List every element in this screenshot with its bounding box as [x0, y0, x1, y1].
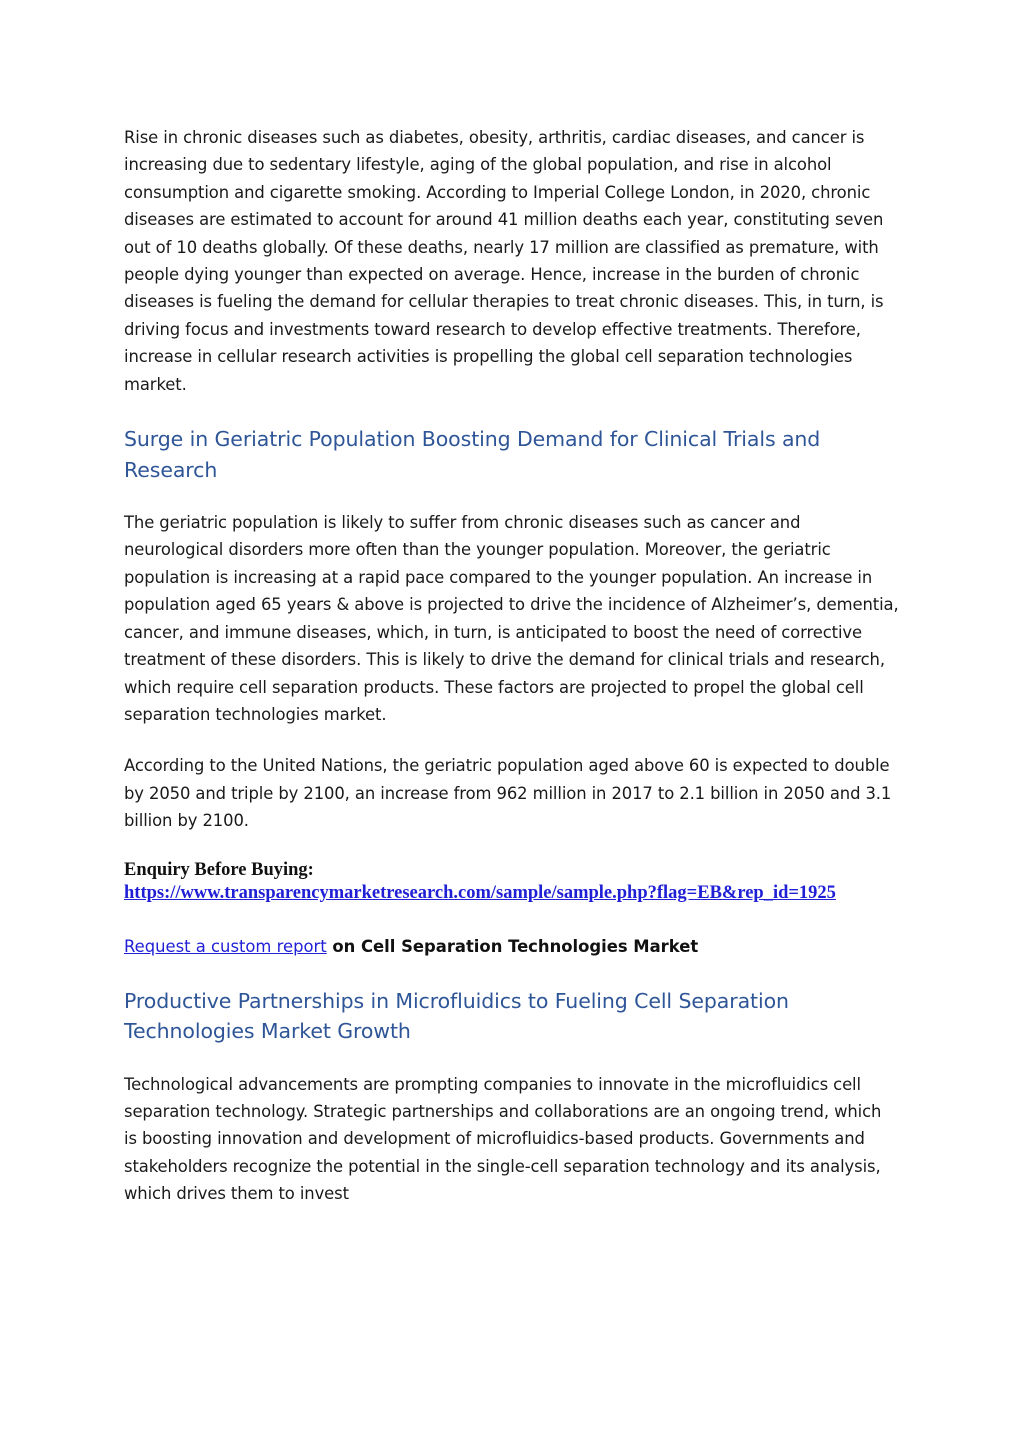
- heading-microfluidics: Productive Partnerships in Microfluidics to Fueling Cell Separation Technologies Market Growth: [124, 988, 789, 1044]
- paragraph-chronic-diseases: Rise in chronic diseases such as diabetes, obesity, arthritis, cardiac diseases, and cancer is increasing due to sedentary lifestyle, aging of the global population, and rise in alcohol consumption and cigarette smoking. According to Imperial College London, in 2020, chronic diseases are estimated to account for around 41 million deaths each year, constituting seven out of 10 deaths globally. Of these deaths, nearly 17 million are classified as premature, with people dying younger than expected on average. Hence, increase in the burden of chronic diseases is fueling the demand for cellular therapies to treat chronic diseases. This, in turn, is driving focus and investments toward research to develop effective treatments. Therefore, increase in cellular research activities is propelling the global cell separation technologies market.: [124, 128, 884, 394]
- enquiry-link[interactable]: https://www.transparencymarketresearch.com/sample/sample.php?flag=EB&rep_id=1925: [124, 882, 836, 903]
- paragraph-microfluidics: Technological advancements are prompting companies to innovate in the microfluidics cell separation technology. Strategic partnerships and collaborations are an ongoing trend, which is boosting innovation and development of microfluidics-based products. Governments and stakeholders recognize the potential in the single-cell separation technology and its analysis, which drives them to invest: [124, 1074, 882, 1204]
- heading-geriatric-population: Surge in Geriatric Population Boosting Demand for Clinical Trials and Research: [124, 427, 821, 482]
- paragraph-united-nations: According to the United Nations, the geriatric population aged above 60 is expected to double by 2050 and triple by 2100, an increase from 962 million in 2017 to 2.1 billion in 2050 and 3.1 billion by 2100.: [124, 756, 892, 831]
- enquiry-label: Enquiry Before Buying:: [124, 859, 314, 880]
- custom-report-suffix: on Cell Separation Technologies Market: [326, 936, 699, 956]
- document-body: [124, 124, 899, 1208]
- custom-report-line: [124, 933, 899, 960]
- custom-report-link[interactable]: Request a custom report: [124, 936, 327, 956]
- enquiry-block: [124, 859, 899, 905]
- paragraph-geriatric-population: The geriatric population is likely to suffer from chronic diseases such as cancer and neurological disorders more often than the younger population. Moreover, the geriatric population is increasing at a rapid pace compared to the younger population. An increase in population aged 65 years & above is projected to drive the incidence of Alzheimer’s, dementia, cancer, and immune diseases, which, in turn, is anticipated to boost the need of corrective treatment of these disorders. This is likely to drive the demand for clinical trials and research, which require cell separation products. These factors are projected to propel the global cell separation technologies market.: [124, 513, 899, 724]
